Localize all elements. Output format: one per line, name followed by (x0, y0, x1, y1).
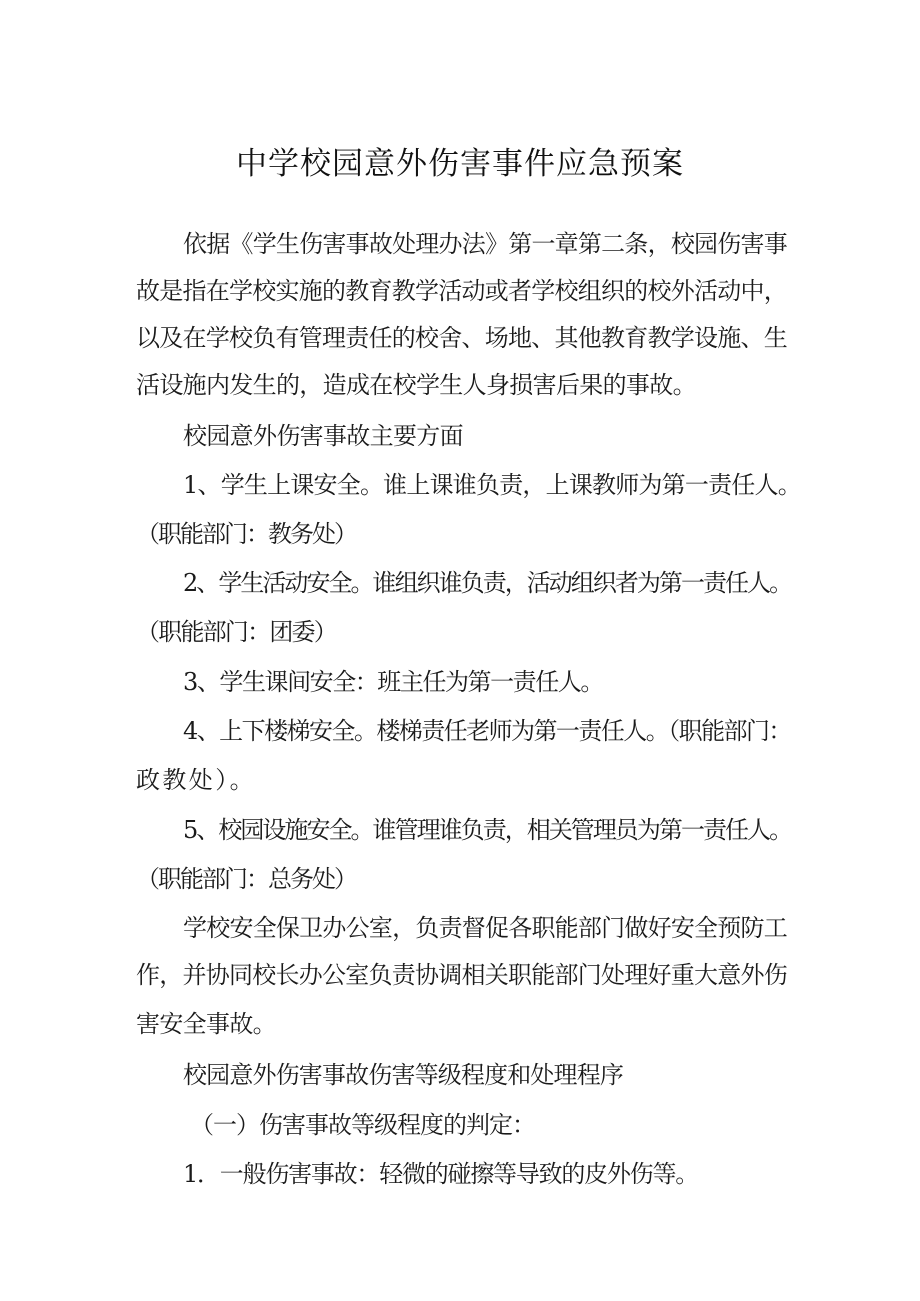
sub-heading: （一）伤害事故等级程度的判定： (190, 1111, 535, 1139)
paragraph-line: （职能部门：总务处） (136, 865, 356, 893)
paragraph-line: 活设施内发生的，造成在校学生人身损害后果的事故。 (136, 371, 696, 399)
section-heading: 校园意外伤害事故主要方面 (183, 422, 463, 450)
list-item: 3、学生课间安全：班主任为第一责任人。 (183, 668, 603, 696)
paragraph-line: 依据《学生伤害事故处理办法》第一章第二条，校园伤害事 (183, 230, 787, 258)
list-item: 1．一般伤害事故：轻微的碰擦等导致的皮外伤等。 (183, 1160, 698, 1188)
paragraph-line: 作，并协同校长办公室负责协调相关职能部门处理好重大意外伤 (136, 961, 787, 989)
paragraph-line: 害安全事故。 (136, 1010, 276, 1038)
list-item: 5、校园设施安全。谁管理谁负责，相关管理员为第一责任人。 (183, 816, 792, 844)
paragraph-line: 故是指在学校实施的教育教学活动或者学校组织的校外活动中， (136, 277, 787, 305)
list-item: 2、学生活动安全。谁组织谁负责，活动组织者为第一责任人。 (183, 569, 792, 597)
paragraph-line: 政教处）。 (136, 766, 256, 794)
list-item: 1、学生上课安全。谁上课谁负责，上课教师为第一责任人。 (183, 471, 801, 499)
paragraph-line: 学校安全保卫办公室，负责督促各职能部门做好安全预防工 (183, 914, 787, 942)
paragraph-line: 以及在学校负有管理责任的校舍、场地、其他教育教学设施、生 (136, 324, 787, 352)
paragraph-line: （职能部门：教务处） (136, 520, 356, 548)
list-item: 4、上下楼梯安全。楼梯责任老师为第一责任人。（职能部门： (183, 717, 791, 745)
document-title: 中学校园意外伤害事件应急预案 (236, 146, 684, 182)
paragraph-line: （职能部门：团委） (136, 618, 336, 646)
section-heading: 校园意外伤害事故伤害等级程度和处理程序 (183, 1061, 624, 1089)
